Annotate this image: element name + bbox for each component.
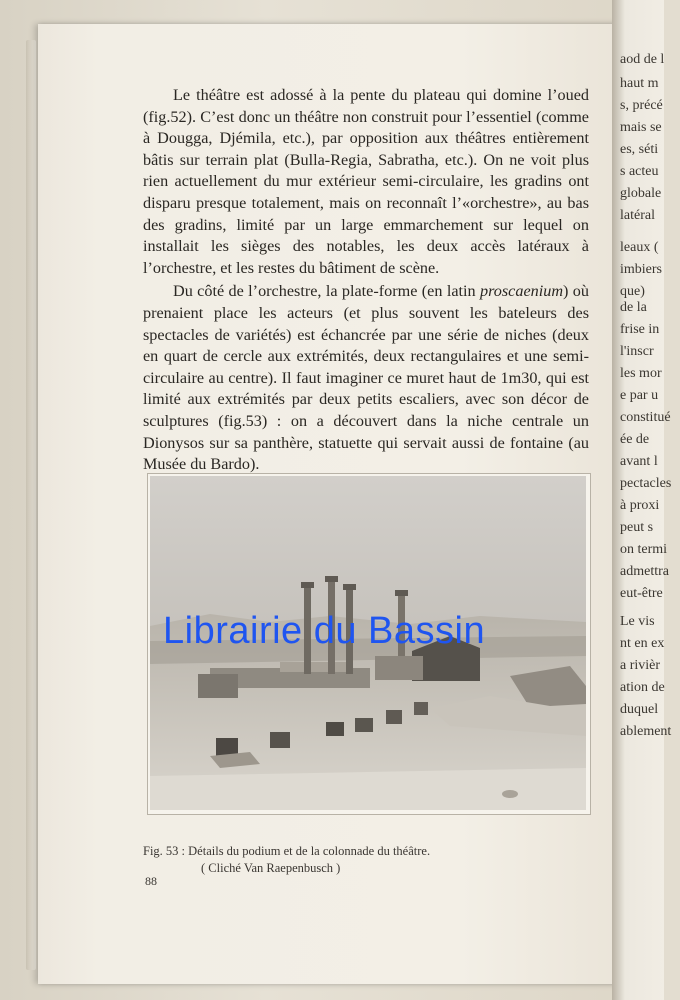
facing-text-line: peut s (620, 520, 654, 535)
figure-caption (143, 843, 603, 877)
paragraph-1-text: Le théâtre est adossé à la pente du plateau qui domine l’oued (fig.52). C’est donc un théâtre non construit pour l’essentiel (comme à Dougga, Djémila, etc.), par opposition aux théâtres entièrement bâtis sur terrain plat (Bulla-Regia, Sabratha, etc.). On ne voit plus rien actuellement du mur extérieur semi-circulaire, les gradins ont disparu presque totalement, mais on reconnaît l’«orchestre», au bas des gradins, limité par un large emmarchement sur lequel on installait les sièges des notables, les deux accès latéraux à l’orchestre, et les restes du bâtiment de scène. (143, 86, 589, 277)
facing-text-line: globale (620, 186, 662, 201)
facing-text-line: Le vis (620, 614, 655, 629)
facing-text-line: leaux ( (620, 240, 659, 255)
facing-text-line: eut-être (620, 586, 663, 601)
facing-text-line: ation de (620, 680, 665, 695)
facing-text-line: avant l (620, 454, 658, 469)
caption-text: Fig. 53 : Détails du podium et de la colonnade du théâtre. (143, 844, 431, 858)
facing-text-line: imbiers (620, 262, 662, 277)
facing-text-line: mais se (620, 120, 662, 135)
facing-text-line: on termi (620, 542, 668, 557)
facing-text-line: latéral (620, 208, 655, 223)
paragraph-2-text-start: Du côté de l’orchestre, la plate-forme (en latin (173, 282, 480, 301)
facing-text-line: duquel (620, 702, 659, 717)
paragraph-1 (143, 85, 589, 279)
facing-text-line: e par u (620, 388, 659, 403)
facing-text-line: de la (620, 300, 647, 315)
facing-text-line: nt en ex (620, 636, 665, 651)
page-number: 88 (145, 874, 157, 888)
facing-text-line: s, précé (620, 98, 663, 113)
body-text (143, 85, 589, 476)
facing-text-line: pectacles (620, 476, 672, 491)
facing-page (612, 0, 672, 1000)
facing-text-line: s acteu (620, 164, 659, 179)
facing-text-line: à proxi (620, 498, 660, 513)
facing-text-line: ablement (620, 724, 672, 739)
facing-text-line: haut m (620, 76, 659, 91)
watermark: Librairie du Bassin (163, 610, 486, 652)
photo-credit: ( Cliché Van Raepenbusch ) (201, 861, 341, 875)
facing-text-line: admettra (620, 564, 669, 579)
paragraph-2-text-end: ) où prenaient place les acteurs (et plus souvent les bateleurs des spectacles de variétés) est échancrée par une série de niches (deux en quart de cercle aux extrémités, deux rectangulaires et une semi-circulaire au centre). Il faut imaginer ce muret haut de 1m30, qui est limité aux extrémités par deux petits escaliers, avec son décor de sculptures (fig.53) : on a découvert dans la niche centrale un Dionysos sur sa panthère, statuette qui servait aussi de fontaine (au Musée du Bardo). (143, 282, 589, 474)
facing-text-line: ée de (620, 432, 650, 447)
facing-text-line: es, séti (620, 142, 659, 157)
facing-text-line: a rivièr (620, 658, 661, 673)
facing-text-line: que) (620, 284, 645, 299)
latin-term: proscaenium (480, 282, 564, 301)
facing-text-line: aod de l (620, 52, 665, 67)
page-edges (26, 40, 36, 970)
facing-text-line: l'inscr (620, 344, 654, 359)
paragraph-2 (143, 281, 589, 475)
facing-text-line: les mor (620, 366, 662, 381)
facing-text-line: frise in (620, 322, 660, 337)
facing-text-line: constitué (620, 410, 671, 425)
